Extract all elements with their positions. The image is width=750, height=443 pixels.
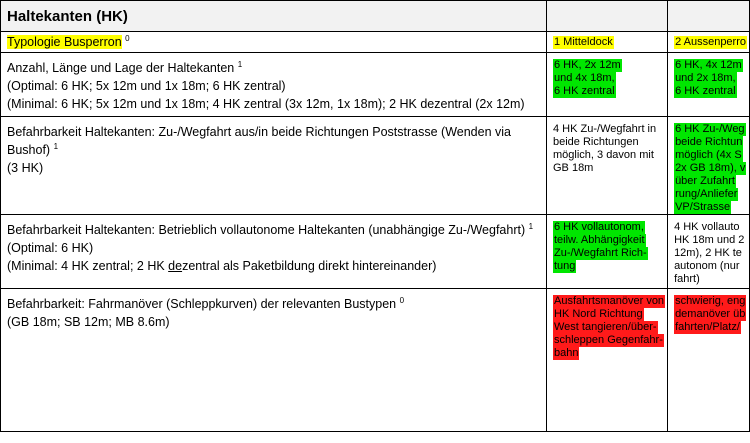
criterion-detail: (Minimal: 4 HK zentral; 2 HK dezentral als Paketbildung direkt hintereinander) — [7, 259, 437, 273]
table-title: Haltekanten (HK) — [7, 8, 128, 25]
criterion-label: Befahrbarkeit Haltekanten: Betrieblich vollautonome Haltekanten (unabhängige Zu-/Wegfahrt) — [7, 223, 526, 237]
table-row-anzahl: Anzahl, Länge und Lage der Haltekanten $^1$ (Optimal: 6 HK; 5x 12m und 1x 18m; 6 HK zentral) (Minimal: 6 HK; 5x 12m und 1x 18m; 4 HK zentral (3x 12m, 1x 18m); 2 HK dezentral (2x 12m) 6 HK, 2x 12m und 4x 18m, 6 HK zentral 6 HK, 4x 12m und 2x 18m, 6 HK zentral — [1, 53, 750, 117]
variant-2-heading: 2 Aussenperro — [675, 36, 746, 48]
table-row-vollautonom: Befahrbarkeit Haltekanten: Betrieblich vollautonome Haltekanten (unabhängige Zu-/Wegfahrt) $^1$ (Optimal: 6 HK) (Minimal: 4 HK zentral; 2 HK dezentral als Paketbildung direkt hintereinander) 6 HK vollautonom, teilw. Abhängigkeit Zu-/Wegfahrt Rich- tung 4 HK vollauto HK 18m und 2 12m), 2 HK te autonom (nur fahrt) — [1, 215, 750, 289]
criterion-detail: (GB 18m; SB 12m; MB 8.6m) — [7, 315, 170, 329]
criterion-label: Typologie Busperron — [7, 35, 122, 49]
header-row — [1, 1, 750, 32]
criterion-detail: (Optimal: 6 HK) — [7, 241, 94, 255]
criterion-label: Befahrbarkeit: Fahrmanöver (Schleppkurven) der relevanten Bustypen — [7, 297, 397, 311]
table-row-zufahrt-poststrasse: Befahrbarkeit Haltekanten: Zu-/Wegfahrt aus/in beide Richtungen Poststrasse (Wenden via Bushof) $^1$ (3 HK) 4 HK Zu-/Wegfahrt in beide Richtungen möglich, 3 davon mit GB 18m 6 HK Zu-/Weg beide Richtun möglich (4x S 2x GB 18m), v über Zufahrt rung/Anliefer VP/Strasse — [1, 117, 750, 215]
criterion-label: Anzahl, Länge und Lage der Haltekanten — [7, 61, 235, 75]
variant-1-heading: 1 Mitteldock — [554, 36, 613, 48]
table-row-typologie: Typologie Busperron $^0$ 1 Mitteldock 2 Aussenperro — [1, 32, 750, 53]
criterion-detail: (3 HK) — [7, 161, 44, 175]
criterion-label: Befahrbarkeit Haltekanten: Zu-/Wegfahrt aus/in beide Richtungen Poststrasse (Wenden via — [7, 125, 511, 139]
criterion-detail: (Minimal: 6 HK; 5x 12m und 1x 18m; 4 HK zentral (3x 12m, 1x 18m); 2 HK dezentral (2x 12m) — [7, 97, 525, 111]
table-row-fahrmanoever: Befahrbarkeit: Fahrmanöver (Schleppkurven) der relevanten Bustypen $^0$ (GB 18m; SB 12m; MB 8.6m) Ausfahrtsmanöver von HK Nord Richtung West tangieren/über- schleppen Gegenfahr- bahn schwierig, eng demanöver üb fahrten/Platz/ — [1, 289, 750, 432]
criterion-detail: (Optimal: 6 HK; 5x 12m und 1x 18m; 6 HK zentral) — [7, 79, 286, 93]
